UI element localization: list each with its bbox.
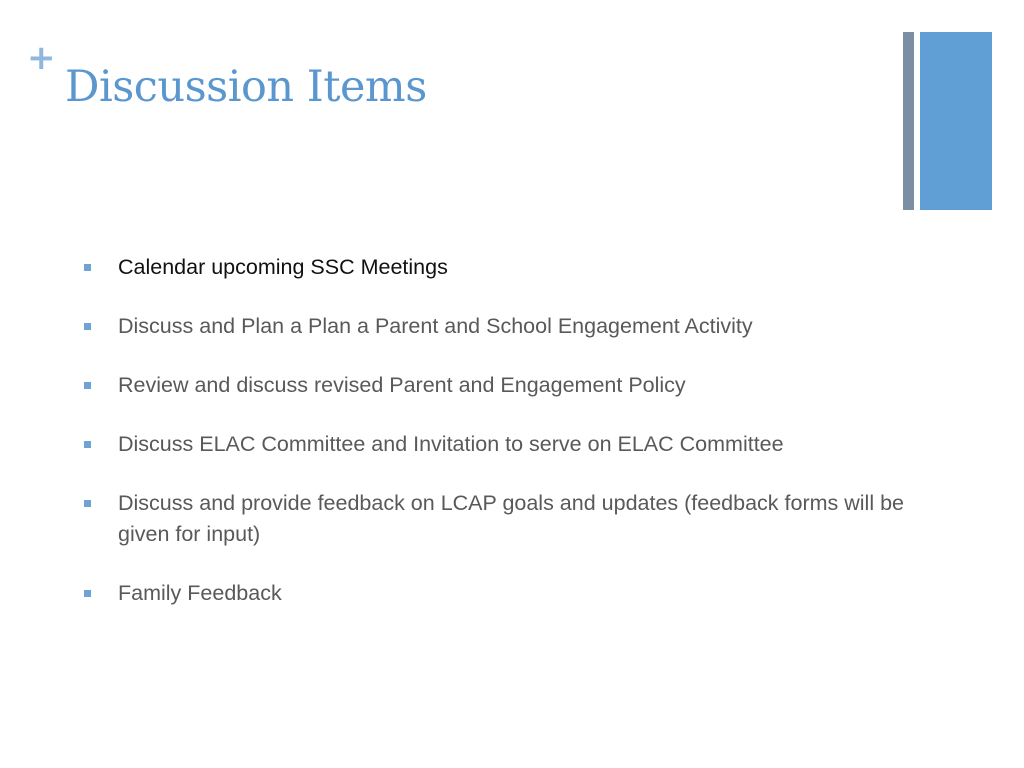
bullet-icon bbox=[84, 500, 91, 507]
list-item bbox=[84, 370, 904, 401]
list-item-text: Discuss and provide feedback on LCAP goals and updates (feedback forms will be given for input) bbox=[118, 491, 904, 546]
list-item bbox=[84, 311, 904, 342]
discussion-list bbox=[84, 252, 904, 637]
plus-icon: + bbox=[27, 38, 56, 78]
decorative-bar-grey bbox=[903, 32, 914, 210]
list-item bbox=[84, 429, 904, 460]
list-item-text: Review and discuss revised Parent and Engagement Policy bbox=[118, 373, 686, 397]
bullet-icon bbox=[84, 590, 91, 597]
list-item-text: Discuss ELAC Committee and Invitation to serve on ELAC Committee bbox=[118, 432, 784, 456]
bullet-icon bbox=[84, 323, 91, 330]
list-item-text: Discuss and Plan a Plan a Parent and School Engagement Activity bbox=[118, 314, 753, 338]
list-item bbox=[84, 578, 904, 609]
slide-title: Discussion Items bbox=[65, 62, 427, 112]
bullet-icon bbox=[84, 382, 91, 389]
bullet-icon bbox=[84, 264, 91, 271]
decorative-bar-blue bbox=[920, 32, 992, 210]
list-item bbox=[84, 488, 904, 550]
list-item-text: Calendar upcoming SSC Meetings bbox=[118, 255, 448, 279]
list-item bbox=[84, 252, 904, 283]
bullet-icon bbox=[84, 441, 91, 448]
list-item-text: Family Feedback bbox=[118, 581, 282, 605]
